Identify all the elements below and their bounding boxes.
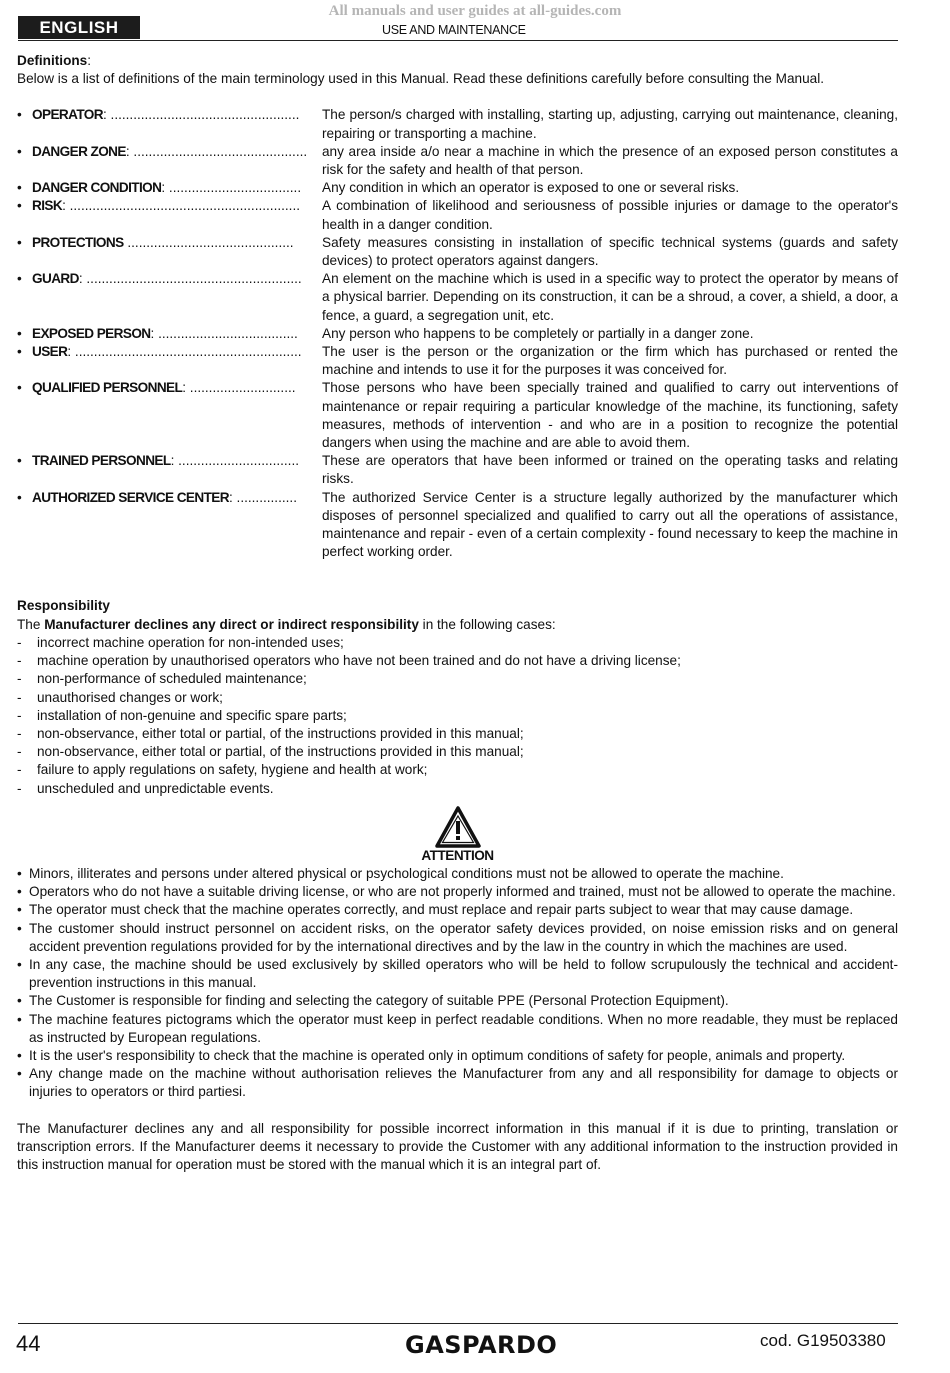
attention-item xyxy=(17,1011,898,1047)
section-title: USE AND MAINTENANCE xyxy=(382,23,526,37)
bullet: • xyxy=(17,107,22,123)
definition-item xyxy=(17,489,898,562)
definitions-list xyxy=(17,106,898,561)
responsibility-list xyxy=(17,634,898,798)
responsibility-item xyxy=(17,652,898,670)
page-content xyxy=(17,52,898,1174)
bullet: • xyxy=(17,234,22,250)
definition-text: Safety measures consisting in installation of specific technical systems (guards and safety devices) to protect operators against dangers. xyxy=(322,234,898,269)
definition-text: The person/s charged with installing, starting up, adjusting, carrying out maintenance, cleaning, repairing or transporting a machine. xyxy=(322,107,898,141)
bullet: • xyxy=(17,453,22,469)
definition-text: Any person who happens to be completely or partially in a danger zone. xyxy=(322,325,754,341)
definition-term-cell xyxy=(32,343,322,361)
definition-term-cell xyxy=(32,379,322,397)
definition-term-cell xyxy=(32,106,322,124)
bullet: • xyxy=(17,920,22,936)
brand-logo: GASPARDO xyxy=(405,1331,558,1359)
dash: - xyxy=(17,707,22,723)
definition-item xyxy=(17,197,898,233)
definition-term-cell xyxy=(32,325,322,343)
responsibility-item xyxy=(17,780,898,798)
definition-term-cell xyxy=(32,143,322,161)
attention-item xyxy=(17,883,898,901)
attention-item-text: The customer should instruct personnel on accident risks, on the operator safety devices provided, on noise emission risks and on general accident prevention regulations provided for by the international directives and by the law in the country in which the machines are used. xyxy=(29,920,898,954)
responsibility-item-text: machine operation by unauthorised operators who have not been trained and do not have a driving license; xyxy=(37,653,681,669)
bullet: • xyxy=(17,902,22,918)
attention-item-text: The operator must check that the machine operates correctly, and must replace and repair parts subject to wear that may cause damage. xyxy=(29,902,854,918)
attention-item xyxy=(17,1065,898,1101)
dash: - xyxy=(17,671,22,687)
definition-term: OPERATOR xyxy=(32,107,103,123)
definition-item xyxy=(17,106,898,142)
responsibility-item xyxy=(17,670,898,688)
definition-text: These are operators that have been informed or trained on the operating tasks and relating risks. xyxy=(322,453,898,487)
responsibility-item xyxy=(17,743,898,761)
definition-item xyxy=(17,234,898,270)
definition-text: Any condition in which an operator is exposed to one or several risks. xyxy=(322,180,740,196)
definitions-heading-line: Definitions: xyxy=(17,53,92,68)
attention-item-text: In any case, the machine should be used exclusively by skilled operators who will be held to follow scrupulously the technical and accident-prevention instructions in this manual. xyxy=(29,956,898,991)
definition-leader: : ................................ xyxy=(170,453,300,469)
definition-text: The authorized Service Center is a structure legally authorized by the manufacturer which disposes of personnel specialized and qualified to carry out all the operations of assistance, maintenance and repair - even of a certain complexity - found necessary to keep the machine in perfect working order. xyxy=(322,489,898,560)
language-badge: ENGLISH xyxy=(18,16,140,39)
definition-text: Those persons who have been specially trained and qualified to carry out interventions of maintenance or repair requiring a particular knowledge of the machine, its functioning, safety measures, methods of intervention - and who are in a position to recognize the potential dangers when using the machine and are able to avoid them. xyxy=(322,380,898,451)
definition-leader: : ..................................... xyxy=(150,325,298,341)
responsibility-item-text: failure to apply regulations on safety, hygiene and health at work; xyxy=(37,762,428,778)
responsibility-item xyxy=(17,707,898,725)
header-divider xyxy=(18,40,898,41)
dash: - xyxy=(17,744,22,760)
definition-text: any area inside a/o near a machine in which the presence of an exposed person constitutes a risk for the safety and health of that person. xyxy=(322,143,898,178)
definition-item xyxy=(17,143,898,179)
bullet: • xyxy=(17,271,22,287)
definition-term: DANGER ZONE xyxy=(32,143,126,159)
definition-term: EXPOSED PERSON xyxy=(32,325,151,341)
definition-text: An element on the machine which is used in a specific way to protect the operator by means of a physical barrier. Depending on its construction, it can be a shroud, a cover, a shield, a door, a fence, a guard, a segregation unit, etc. xyxy=(322,271,898,323)
warning-triangle-icon xyxy=(435,806,481,848)
definition-term: GUARD xyxy=(32,271,79,287)
attention-item xyxy=(17,956,898,992)
bullet: • xyxy=(17,865,22,881)
definition-term-cell xyxy=(32,179,322,197)
definition-term: USER xyxy=(32,344,68,360)
bullet: • xyxy=(17,325,22,341)
responsibility-item-text: incorrect machine operation for non-intended uses; xyxy=(37,634,344,650)
responsibility-item-text: installation of non-genuine and specific spare parts; xyxy=(37,707,347,723)
definition-item xyxy=(17,179,898,197)
definition-term: RISK xyxy=(32,198,63,214)
definition-item xyxy=(17,325,898,343)
responsibility-item xyxy=(17,689,898,707)
attention-block xyxy=(17,806,898,865)
bullet: • xyxy=(17,884,22,900)
responsibility-intro-post: in the following cases: xyxy=(418,616,556,632)
definition-term-cell xyxy=(32,270,322,288)
attention-item xyxy=(17,1047,898,1065)
definition-leader: : ................ xyxy=(228,489,297,505)
bullet: • xyxy=(17,1011,22,1027)
responsibility-heading: Responsibility xyxy=(17,598,110,614)
responsibility-item xyxy=(17,634,898,652)
attention-item-text: The machine features pictograms which the operator must keep in perfect readable conditions. When no more readable, they must be replaced as instructed by European regulations. xyxy=(29,1011,898,1045)
definition-item xyxy=(17,452,898,488)
dash: - xyxy=(17,762,22,778)
attention-list xyxy=(17,865,898,1102)
responsibility-item xyxy=(17,761,898,779)
responsibility-item-text: unscheduled and unpredictable events. xyxy=(37,780,274,796)
bullet: • xyxy=(17,180,22,196)
definition-term: AUTHORIZED SERVICE CENTER xyxy=(32,489,229,505)
attention-item xyxy=(17,992,898,1010)
bullet: • xyxy=(17,198,22,214)
attention-item xyxy=(17,901,898,919)
definition-leader: : ......................................................... xyxy=(78,271,302,287)
attention-item xyxy=(17,865,898,883)
watermark: All manuals and user guides at all-guides.com xyxy=(328,3,622,19)
definition-term: DANGER CONDITION xyxy=(32,180,162,196)
dash: - xyxy=(17,689,22,705)
bullet: • xyxy=(17,489,22,505)
definition-term-cell xyxy=(32,452,322,470)
responsibility-item xyxy=(17,725,898,743)
definition-term-cell xyxy=(32,234,322,252)
attention-item-text: Minors, illiterates and persons under altered physical or psychological conditions must not be allowed to operate the machine. xyxy=(29,865,784,881)
responsibility-intro-pre: The xyxy=(17,616,45,632)
bullet: • xyxy=(17,1047,22,1063)
definition-term: QUALIFIED PERSONNEL xyxy=(32,380,183,396)
definition-item xyxy=(17,379,898,452)
bullet: • xyxy=(17,143,22,159)
definition-term-cell xyxy=(32,489,322,507)
bullet: • xyxy=(17,993,22,1009)
definition-text: A combination of likelihood and seriousness of possible injuries or damage to the operator's health in a danger condition. xyxy=(322,198,898,232)
bullet: • xyxy=(17,380,22,396)
document-code: cod. G19503380 xyxy=(760,1331,886,1350)
definition-leader: : ............................................................. xyxy=(62,198,301,214)
attention-item-text: Operators who do not have a suitable driving license, or who are not properly informed and trained, must not be allowed to operate the machine. xyxy=(29,884,896,900)
attention-item-text: It is the user's responsibility to check that the machine is operated only in optimum conditions of safety for people, animals and property. xyxy=(29,1047,846,1063)
definition-item xyxy=(17,270,898,325)
bullet: • xyxy=(17,344,22,360)
responsibility-item-text: non-observance, either total or partial, of the instructions provided in this manual; xyxy=(37,725,524,741)
definition-leader: ............................................ xyxy=(123,234,294,250)
responsibility-item-text: unauthorised changes or work; xyxy=(37,689,223,705)
responsibility-item-text: non-performance of scheduled maintenance; xyxy=(37,671,307,687)
definition-term: PROTECTIONS xyxy=(32,234,124,250)
responsibility-intro xyxy=(17,616,898,634)
page-number: 44 xyxy=(16,1331,41,1356)
definition-term: TRAINED PERSONNEL xyxy=(32,453,171,469)
definition-leader: : ............................................................ xyxy=(67,344,302,360)
dash: - xyxy=(17,780,22,796)
definition-item xyxy=(17,343,898,379)
definitions-heading: Definitions xyxy=(17,53,88,68)
dash: - xyxy=(17,634,22,650)
definition-leader: : ................................... xyxy=(161,180,302,196)
footer-divider xyxy=(18,1323,898,1324)
dash: - xyxy=(17,725,22,741)
attention-item xyxy=(17,920,898,956)
responsibility-item-text: non-observance, either total or partial, of the instructions provided in this manual; xyxy=(37,744,524,760)
closing-paragraph: The Manufacturer declines any and all responsibility for possible incorrect information in this manual if it is due to printing, translation or transcription errors. If the Manufacturer deems it necessary to provide the Customer with any additional information to the instruction provided in this instruction manual for operation must be stored with the manual which it is an integral part of. xyxy=(17,1120,898,1172)
responsibility-intro-bold: Manufacturer declines any direct or indirect responsibility xyxy=(44,616,419,632)
definition-leader: : .................................................. xyxy=(102,107,300,123)
bullet: • xyxy=(17,1066,22,1082)
definition-term-cell xyxy=(32,197,322,215)
attention-item-text: Any change made on the machine without authorisation relieves the Manufacturer from any and all responsibility for damage to objects or injuries to operators or third partiesi. xyxy=(29,1066,898,1100)
bullet: • xyxy=(17,956,22,972)
definitions-intro: Below is a list of definitions of the main terminology used in this Manual. Read these definitions carefully before consulting the Manual. xyxy=(17,71,825,87)
definition-text: The user is the person or the organization or the firm which has purchased or rented the machine and intends to use it for the purposes it was conceived for. xyxy=(322,344,898,378)
dash: - xyxy=(17,653,22,669)
definition-leader: : ............................ xyxy=(182,380,296,396)
definition-leader: : .............................................. xyxy=(125,143,308,159)
attention-item-text: The Customer is responsible for finding and selecting the category of suitable PPE (Personal Protection Equipment). xyxy=(29,993,729,1009)
attention-label: ATTENTION xyxy=(421,847,494,863)
